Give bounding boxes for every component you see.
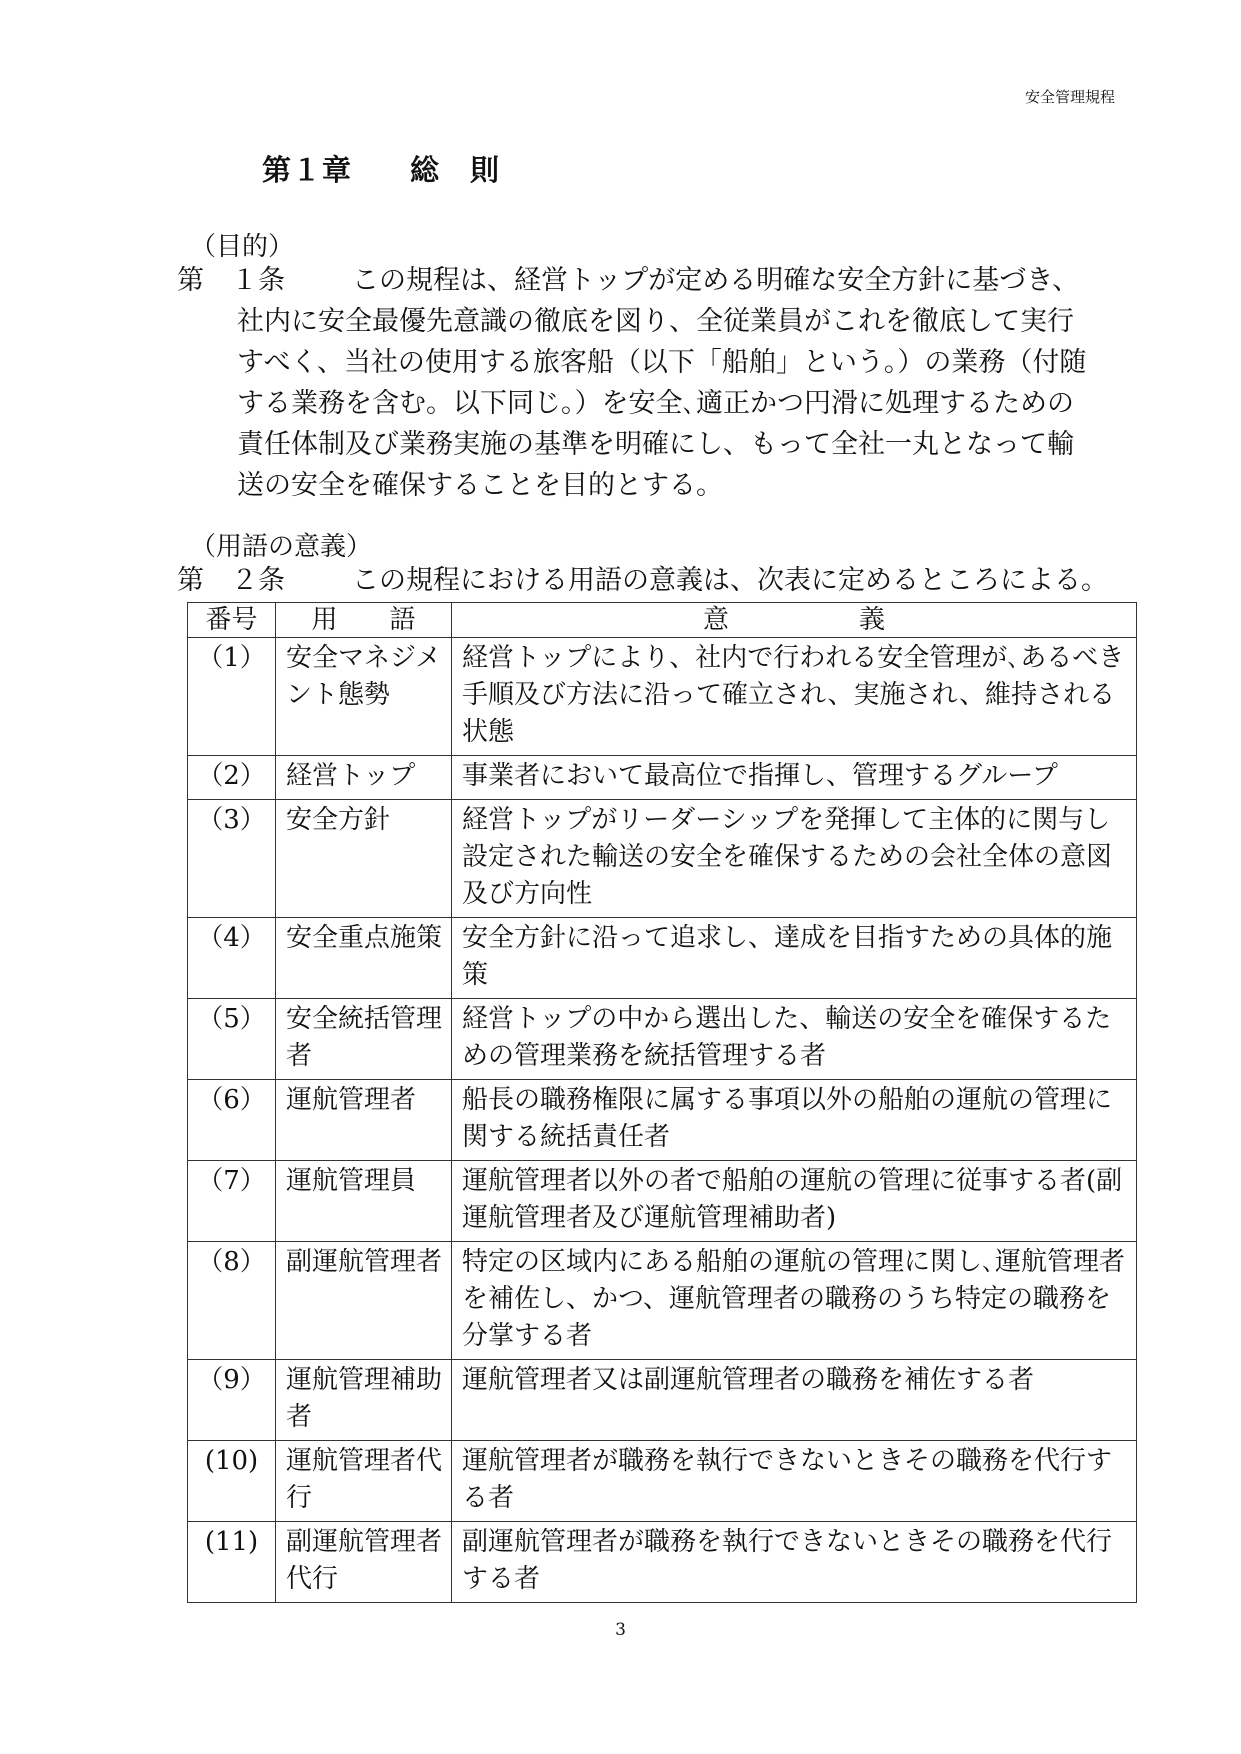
row-term: 運航管理者 <box>276 1080 452 1161</box>
row-term: 経営トップ <box>276 756 452 800</box>
terms-table <box>187 602 1137 1603</box>
row-number: （8） <box>188 1242 276 1360</box>
article1-number: 第 １条 <box>177 265 285 296</box>
row-meaning: 運航管理者以外の者で船舶の運航の管理に従事する者(副運航管理者及び運航管理補助者) <box>452 1161 1137 1242</box>
table-row <box>188 1522 1137 1603</box>
row-meaning: 経営トップの中から選出した、輸送の安全を確保するための管理業務を統括管理する者 <box>452 999 1137 1080</box>
row-term: 運航管理補助者 <box>276 1360 452 1441</box>
table-row <box>188 1360 1137 1441</box>
chapter-heading <box>262 148 500 189</box>
article2 <box>177 560 1127 601</box>
header-term: 用 語 <box>276 603 452 638</box>
row-number: (11) <box>188 1522 276 1603</box>
article2-heading: （用語の意義） <box>190 532 373 562</box>
article1-line: 社内に安全最優先意識の徹底を図り、全従業員がこれを徹底して実行 <box>237 306 1074 337</box>
row-term: 安全方針 <box>276 800 452 918</box>
row-term: 安全統括管理者 <box>276 999 452 1080</box>
row-number: （9） <box>188 1360 276 1441</box>
row-meaning: 船長の職務権限に属する事項以外の船舶の運航の管理に関する統括責任者 <box>452 1080 1137 1161</box>
article1-line: すべく、当社の使用する旅客船（以下「船舶」という。）の業務（付随 <box>237 347 1087 378</box>
row-term: 安全重点施策 <box>276 918 452 999</box>
row-meaning: 運航管理者が職務を執行できないときその職務を代行する者 <box>452 1441 1137 1522</box>
row-meaning: 安全方針に沿って追求し、達成を目指すための具体的施策 <box>452 918 1137 999</box>
row-number: （5） <box>188 999 276 1080</box>
table-row <box>188 1441 1137 1522</box>
article2-text: この規程における用語の意義は、次表に定めるところによる。 <box>352 565 1108 596</box>
row-term: 副運航管理者代行 <box>276 1522 452 1603</box>
row-meaning: 運航管理者又は副運航管理者の職務を補佐する者 <box>452 1360 1137 1441</box>
row-term: 副運航管理者 <box>276 1242 452 1360</box>
article1-heading: （目的） <box>190 232 295 262</box>
row-meaning: 副運航管理者が職務を執行できないときその職務を代行する者 <box>452 1522 1137 1603</box>
row-number: (10) <box>188 1441 276 1522</box>
article2-number: 第 ２条 <box>177 565 285 596</box>
page-number: 3 <box>615 1620 626 1640</box>
table-header-row <box>188 603 1137 638</box>
row-number: （7） <box>188 1161 276 1242</box>
table-row <box>188 756 1137 800</box>
table-row <box>188 1242 1137 1360</box>
article1-line: この規程は、経営トップが定める明確な安全方針に基づき、 <box>352 265 1080 296</box>
table-row <box>188 1161 1137 1242</box>
table-row <box>188 918 1137 999</box>
table-row <box>188 1080 1137 1161</box>
row-term: 運航管理者代行 <box>276 1441 452 1522</box>
row-term: 安全マネジメント態勢 <box>276 638 452 756</box>
row-number: （1） <box>188 638 276 756</box>
row-number: （2） <box>188 756 276 800</box>
article1-line: 送の安全を確保することを目的とする。 <box>237 470 723 501</box>
row-number: （3） <box>188 800 276 918</box>
row-number: （4） <box>188 918 276 999</box>
row-number: （6） <box>188 1080 276 1161</box>
row-meaning: 経営トップにより、社内で行われる安全管理が､あるべき手順及び方法に沿って確立され、実施され、維持される状態 <box>452 638 1137 756</box>
chapter-title: 総 則 <box>410 153 501 187</box>
row-meaning: 特定の区域内にある船舶の運航の管理に関し､運航管理者を補佐し、かつ、運航管理者の職務のうち特定の職務を分掌する者 <box>452 1242 1137 1360</box>
header-meaning: 意 義 <box>452 603 1137 638</box>
table-row <box>188 999 1137 1080</box>
chapter-number: 第１章 <box>262 153 353 187</box>
table-row <box>188 800 1137 918</box>
document-title-header: 安全管理規程 <box>1024 88 1115 106</box>
article1 <box>177 260 1127 506</box>
row-meaning: 事業者において最高位で指揮し、管理するグループ <box>452 756 1137 800</box>
header-number: 番号 <box>188 603 276 638</box>
row-meaning: 経営トップがリーダーシップを発揮して主体的に関与し設定された輸送の安全を確保するための会社全体の意図及び方向性 <box>452 800 1137 918</box>
article1-line: する業務を含む。以下同じ。）を安全､適正かつ円滑に処理するための <box>237 388 1074 419</box>
article1-line: 責任体制及び業務実施の基準を明確にし、もって全社一丸となって輸 <box>237 429 1074 460</box>
row-term: 運航管理員 <box>276 1161 452 1242</box>
table-row <box>188 638 1137 756</box>
